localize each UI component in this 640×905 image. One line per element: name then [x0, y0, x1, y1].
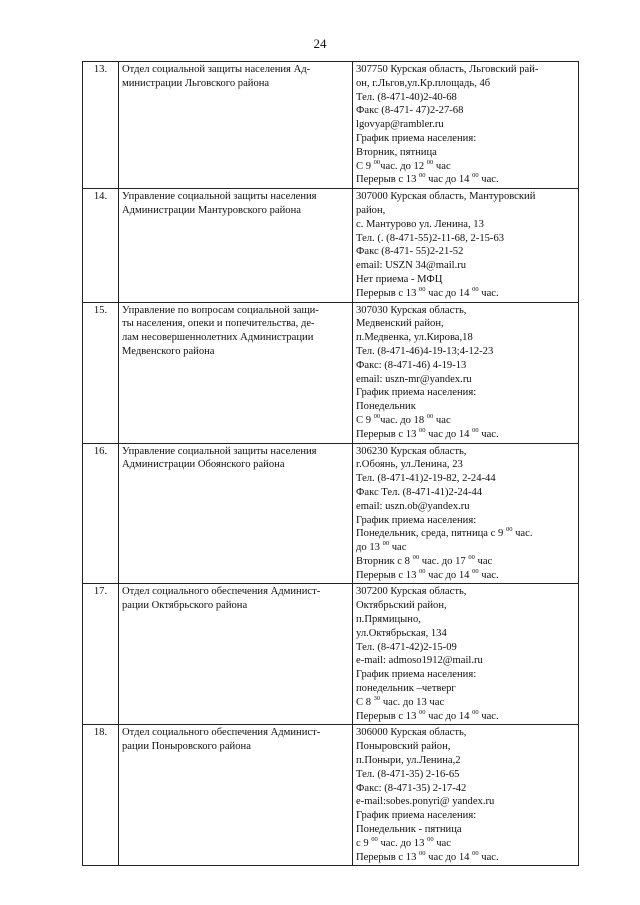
- contact-info-line: Вторник с 8 $^{00}$ час. до 17 $^{00}$ час: [356, 553, 493, 567]
- row-number: 15.: [83, 302, 119, 443]
- contact-info-line: e-mail:sobes.ponyri@ yandex.ru: [356, 796, 495, 808]
- contact-info-line: 307200 Курская область,: [356, 586, 467, 598]
- table-row: [83, 302, 579, 443]
- organization-name: [119, 189, 353, 302]
- organization-name-line: лам несовершеннолетних Администрации: [122, 332, 314, 344]
- row-number: 18.: [83, 725, 119, 866]
- contact-info-line: email: USZN 34@mail.ru: [356, 260, 467, 272]
- organization-name-line: Управление социальной защиты населения: [122, 445, 317, 457]
- contact-info-line: Перерыв с 13 $^{00}$ час до 14 $^{00}$ час.: [356, 426, 499, 440]
- contact-info-line: Перерыв с 13 $^{00}$ час до 14 $^{00}$ час.: [356, 849, 499, 863]
- contact-info-line: он, г.Льгов,ул.Кр.площадь, 4б: [356, 77, 491, 89]
- organization-name: [119, 443, 353, 584]
- contact-info: [353, 584, 579, 725]
- table-row: [83, 189, 579, 302]
- contact-info-line: График приема населения:: [356, 514, 477, 526]
- contact-info-line: lgovyap@rambler.ru: [356, 119, 444, 131]
- contact-info-line: График приема населения:: [356, 669, 477, 681]
- contact-info-line: Перерыв с 13 $^{00}$ час до 14 $^{00}$ час.: [356, 567, 499, 581]
- table-row: [83, 584, 579, 725]
- organization-name: [119, 302, 353, 443]
- contact-info: [353, 443, 579, 584]
- organization-name: [119, 584, 353, 725]
- contact-info: [353, 725, 579, 866]
- contact-info-line: с 9 $^{00}$ час. до 13 $^{00}$ час: [356, 835, 451, 849]
- contact-info-line: График приема населения:: [356, 132, 477, 144]
- organization-name-line: Отдел социальной защиты населения Ад-: [122, 64, 311, 75]
- contact-info-line: Понедельник, среда, пятница с 9 $^{00}$ час.: [356, 526, 533, 540]
- contact-info-line: до 13 $^{00}$ час: [356, 540, 407, 554]
- contact-info-line: Понедельник: [356, 401, 416, 413]
- organization-name-line: Администрации Мантуровского района: [122, 204, 301, 216]
- contact-info-line: Понедельник - пятница: [356, 824, 462, 836]
- organization-name-line: Отдел социального обеспечения Админист-: [122, 727, 321, 739]
- contact-info-line: п.Поныри, ул.Ленина,2: [356, 755, 461, 767]
- organization-name-line: ты населения, опеки и попечительства, де-: [122, 318, 315, 330]
- contact-info-line: График приема населения:: [356, 387, 477, 399]
- contact-info-line: Факс: (8-471-46) 4-19-13: [356, 359, 467, 371]
- contact-info-line: С 9 $^{00}$час. до 12 $^{00}$ час: [356, 158, 451, 172]
- table-row: [83, 725, 579, 866]
- contact-info-line: понедельник –четверг: [356, 683, 456, 695]
- organization-name-line: министрации Льговского района: [122, 77, 270, 89]
- contact-info-line: 307030 Курская область,: [356, 304, 467, 316]
- page-number: 24: [313, 36, 327, 51]
- contact-info: [353, 189, 579, 302]
- contact-info-line: Перерыв с 13 $^{00}$ час до 14 $^{00}$ час.: [356, 172, 499, 186]
- contact-info-line: email: uszn-mr@yandex.ru: [356, 373, 472, 385]
- contact-info-line: Факс (8-471- 55)2-21-52: [356, 246, 464, 258]
- contact-info-line: г.Обоянь, ул.Ленина, 23: [356, 459, 463, 471]
- contact-info-line: email: uszn.ob@yandex.ru: [356, 500, 470, 512]
- contact-info-line: Октябрьский район,: [356, 600, 447, 612]
- contact-info-line: с. Мантурово ул. Ленина, 13: [356, 218, 484, 230]
- contact-info-line: Факс Тел. (8-471-41)2-24-44: [356, 486, 483, 498]
- contact-info-line: График приема населения:: [356, 810, 477, 822]
- table-row: [83, 62, 579, 189]
- organization-name-line: Администрации Обоянского района: [122, 459, 285, 471]
- organization-name: [119, 62, 353, 189]
- contact-info-line: Перерыв с 13 $^{00}$ час до 14 $^{00}$ час.: [356, 708, 499, 722]
- organization-name-line: Управление социальной защиты населения: [122, 191, 317, 203]
- contact-info-line: Медвенский район,: [356, 318, 444, 330]
- contact-info-line: 306000 Курская область,: [356, 727, 467, 739]
- contact-info-line: район,: [356, 204, 386, 216]
- row-number: 14.: [83, 189, 119, 302]
- contact-info-line: 307750 Курская область, Льговский рай-: [356, 64, 539, 75]
- contact-info: [353, 302, 579, 443]
- contact-info-line: Факс: (8-471-35) 2-17-42: [356, 782, 467, 794]
- contact-info-line: Вторник, пятница: [356, 146, 437, 158]
- contact-info-line: Тел. (8-471-35) 2-16-65: [356, 768, 460, 780]
- contact-info-line: Тел. (8-471-42)2-15-09: [356, 641, 457, 653]
- contact-info: [353, 62, 579, 189]
- contact-info-line: 306230 Курская область,: [356, 445, 467, 457]
- contact-info-line: ул.Октябрьская, 134: [356, 627, 447, 639]
- contact-info-line: Тел. (8-471-41)2-19-82, 2-24-44: [356, 473, 496, 485]
- contact-info-line: e-mail: admoso1912@mail.ru: [356, 655, 483, 667]
- contact-info-line: Поныровский район,: [356, 741, 451, 753]
- contact-info-line: Нет приема - МФЦ: [356, 273, 443, 285]
- contact-info-line: Тел. (8-471-40)2-40-68: [356, 91, 457, 103]
- organization-name-line: рации Поныровского района: [122, 741, 251, 753]
- table-row: [83, 443, 579, 584]
- row-number: 13.: [83, 62, 119, 189]
- row-number: 17.: [83, 584, 119, 725]
- contact-info-line: С 9 $^{00}$час. до 18 $^{00}$ час: [356, 412, 451, 426]
- organization-name-line: рации Октябрьского района: [122, 600, 248, 612]
- contact-info-line: п.Медвенка, ул.Кирова,18: [356, 332, 473, 344]
- row-number: 16.: [83, 443, 119, 584]
- contacts-table-body: [83, 62, 579, 866]
- contacts-table: [82, 61, 579, 866]
- organization-name-line: Управление по вопросам социальной защи-: [122, 304, 319, 316]
- contact-info-line: Тел. (. (8-471-55)2-11-68, 2-15-63: [356, 232, 505, 244]
- contact-info-line: п.Прямицыно,: [356, 614, 421, 626]
- organization-name: [119, 725, 353, 866]
- contact-info-line: 307000 Курская область, Мантуровский: [356, 191, 536, 203]
- contact-info-line: Тел. (8-471-46)4-19-13;4-12-23: [356, 345, 494, 357]
- organization-name-line: Отдел социального обеспечения Админист-: [122, 586, 321, 598]
- contact-info-line: С 8 $^{30}$ час. до 13 час: [356, 694, 445, 708]
- organization-name-line: Медвенского района: [122, 345, 215, 357]
- contact-info-line: Факс (8-471- 47)2-27-68: [356, 105, 464, 117]
- contact-info-line: Перерыв с 13 $^{00}$ час до 14 $^{00}$ час.: [356, 285, 499, 299]
